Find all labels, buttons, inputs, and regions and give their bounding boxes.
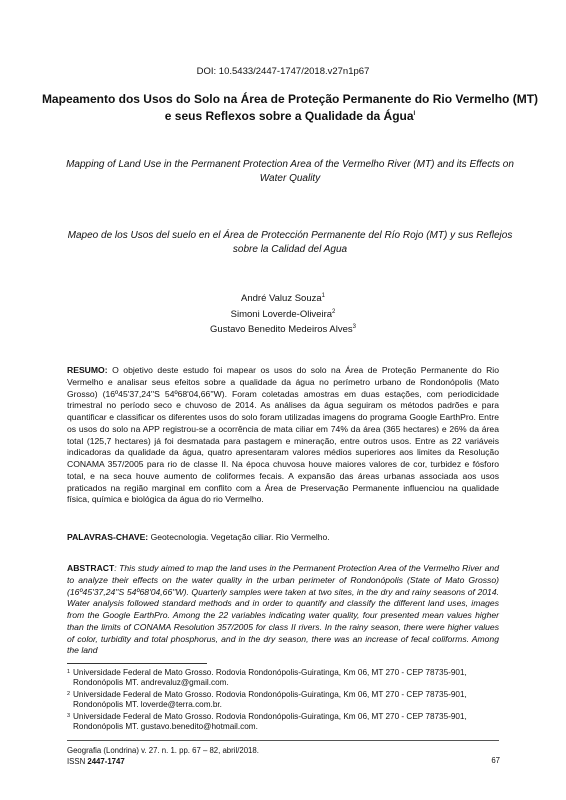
journal-issn: [67, 756, 259, 767]
abstract-label: ABSTRACT: [67, 563, 115, 573]
footnote: [67, 668, 507, 689]
author-affiliation-marker: 1: [321, 293, 325, 299]
page-number: 67: [491, 756, 500, 765]
author: [0, 290, 566, 306]
issn-value: 2447-1747: [87, 757, 125, 766]
footnote-text: Universidade Federal de Mato Grosso. Rodovia Rondonópolis-Guiratinga, Km 06, MT 270 - CEP 78735-901, Rondonópolis MT. andrevaluz@gmail.com.: [73, 668, 467, 688]
doi-line[interactable]: DOI: 10.5433/2447-1747/2018.v27n1p67: [196, 66, 370, 77]
journal-citation: Geografia (Londrina) v. 27. n. 1. pp. 67 – 82, abril/2018.: [67, 746, 259, 755]
footnotes: [67, 668, 507, 733]
title-text: Mapeamento dos Usos do Solo na Área de Proteção Permanente do Rio Vermelho (MT) e seus Reflexos sobre a Qualidade da Água: [41, 92, 539, 123]
keywords-label: PALAVRAS-CHAVE:: [67, 532, 149, 542]
author-name: Simoni Loverde-Oliveira: [230, 308, 333, 320]
abstract-section: [67, 563, 499, 657]
author: [0, 321, 566, 337]
footnote-marker: 1: [67, 669, 71, 675]
title-footnote-marker: I: [413, 111, 416, 117]
keywords-section: [67, 532, 499, 544]
footnote: [67, 690, 507, 711]
resumo-section: [67, 365, 499, 506]
spanish-title: Mapeo de los Usos del suelo en el Área de Protección Permanente del Río Rojo (MT) y sus Reflejos sobre la Calidad del Agua: [67, 230, 513, 255]
footnote-text: Universidade Federal de Mato Grosso. Rodovia Rondonópolis-Guiratinga, Km 06, MT 270 - CEP 78735-901, Rondonópolis MT. gustavo.benedito@hotmail.com.: [73, 711, 467, 732]
keywords-text: Geotecnologia. Vegetação ciliar. Rio Vermelho.: [150, 532, 330, 542]
author-name: Gustavo Benedito Medeiros Alves: [210, 324, 353, 335]
author-name: André Valuz Souza: [241, 293, 322, 304]
english-title: Mapping of Land Use in the Permanent Protection Area of the Vermelho River (MT) and its Effects on Water Quality: [66, 159, 514, 184]
footnote-text: Universidade Federal de Mato Grosso. Rodovia Rondonópolis-Guiratinga, Km 06, MT 270 - CEP 78735-901, Rondonópolis MT. loverde@terra.com.br.: [73, 689, 467, 710]
journal-footer: [67, 745, 259, 767]
footnote-divider: [67, 663, 207, 664]
issn-label: ISSN: [67, 757, 86, 766]
author-affiliation-marker: 2: [332, 308, 336, 315]
resumo-label: RESUMO:: [67, 365, 108, 375]
article-title: [40, 92, 540, 124]
page-footer-divider: [67, 740, 499, 741]
resumo-text: O objetivo deste estudo foi mapear os usos do solo na Área de Proteção Permanente do Rio Vermelho e analisar seus efeitos sobre a qualidade da água no perímetro urbano de Rondonópolis (Mato Grosso) (16º45'37,24''S 54º68'04,66''W). Foram coletadas amostras em duas estações, com periodicidade trimestral no período seco e chuvoso de 2014. As análises da água seguiram os métodos padrões e para quantificar e classificar os diferentes usos do solo foram utilizadas imagens do programa Google EarthPro. Entre os usos do solo na APP registrou-se a ocorrência de mata ciliar em 74% da área (365 hectares) e 26% da área total (125,7 hectares) já foi desmatada para pastagem e mineração, entre outros usos. Entre as 22 variáveis indicadoras da qualidade da água, quatro apresentaram valores médios superiores aos limites da Resolução CONAMA 357/2005 para rio de classe II. Na época chuvosa houve maiores valores de cor, turbidez e fósforo total, e na seca houve aumento de coliformes fecais. A expansão das áreas urbanas associada aos usos praticados na região marginal em conflito com a Área de Preservação Permanente influenciou na qualidade física, química e biológica da água do rio Vermelho.: [67, 365, 499, 505]
author-list: [0, 290, 566, 337]
footnote-marker: 2: [67, 690, 71, 697]
footnote: [67, 712, 507, 733]
footnote-marker: 3: [67, 712, 71, 719]
author: [0, 306, 566, 322]
author-affiliation-marker: 3: [352, 324, 356, 330]
abstract-text: : This study aimed to map the land uses in the Permanent Protection Area of the Vermelho River and to analyze their effects on the water quality in the urban perimeter of Rondonópolis (State of Mato Grosso) (16º45'37,24''S 54º68'04,66''W). Quarterly samples were taken at two sites, in the dry and rainy seasons of 2014. Water analysis followed standard methods and in order to quantify and classify the different land uses, images from the Google EarthPro. Among the 22 variables indicating water quality, four presented mean values higher than the limits of CONAMA Resolution 357/2005 for class II rivers. In the rainy season, there were higher values of color, turbidity and total phosphorus, and in the dry season, there was an increase of fecal coliforms. Among the land: [67, 563, 499, 656]
